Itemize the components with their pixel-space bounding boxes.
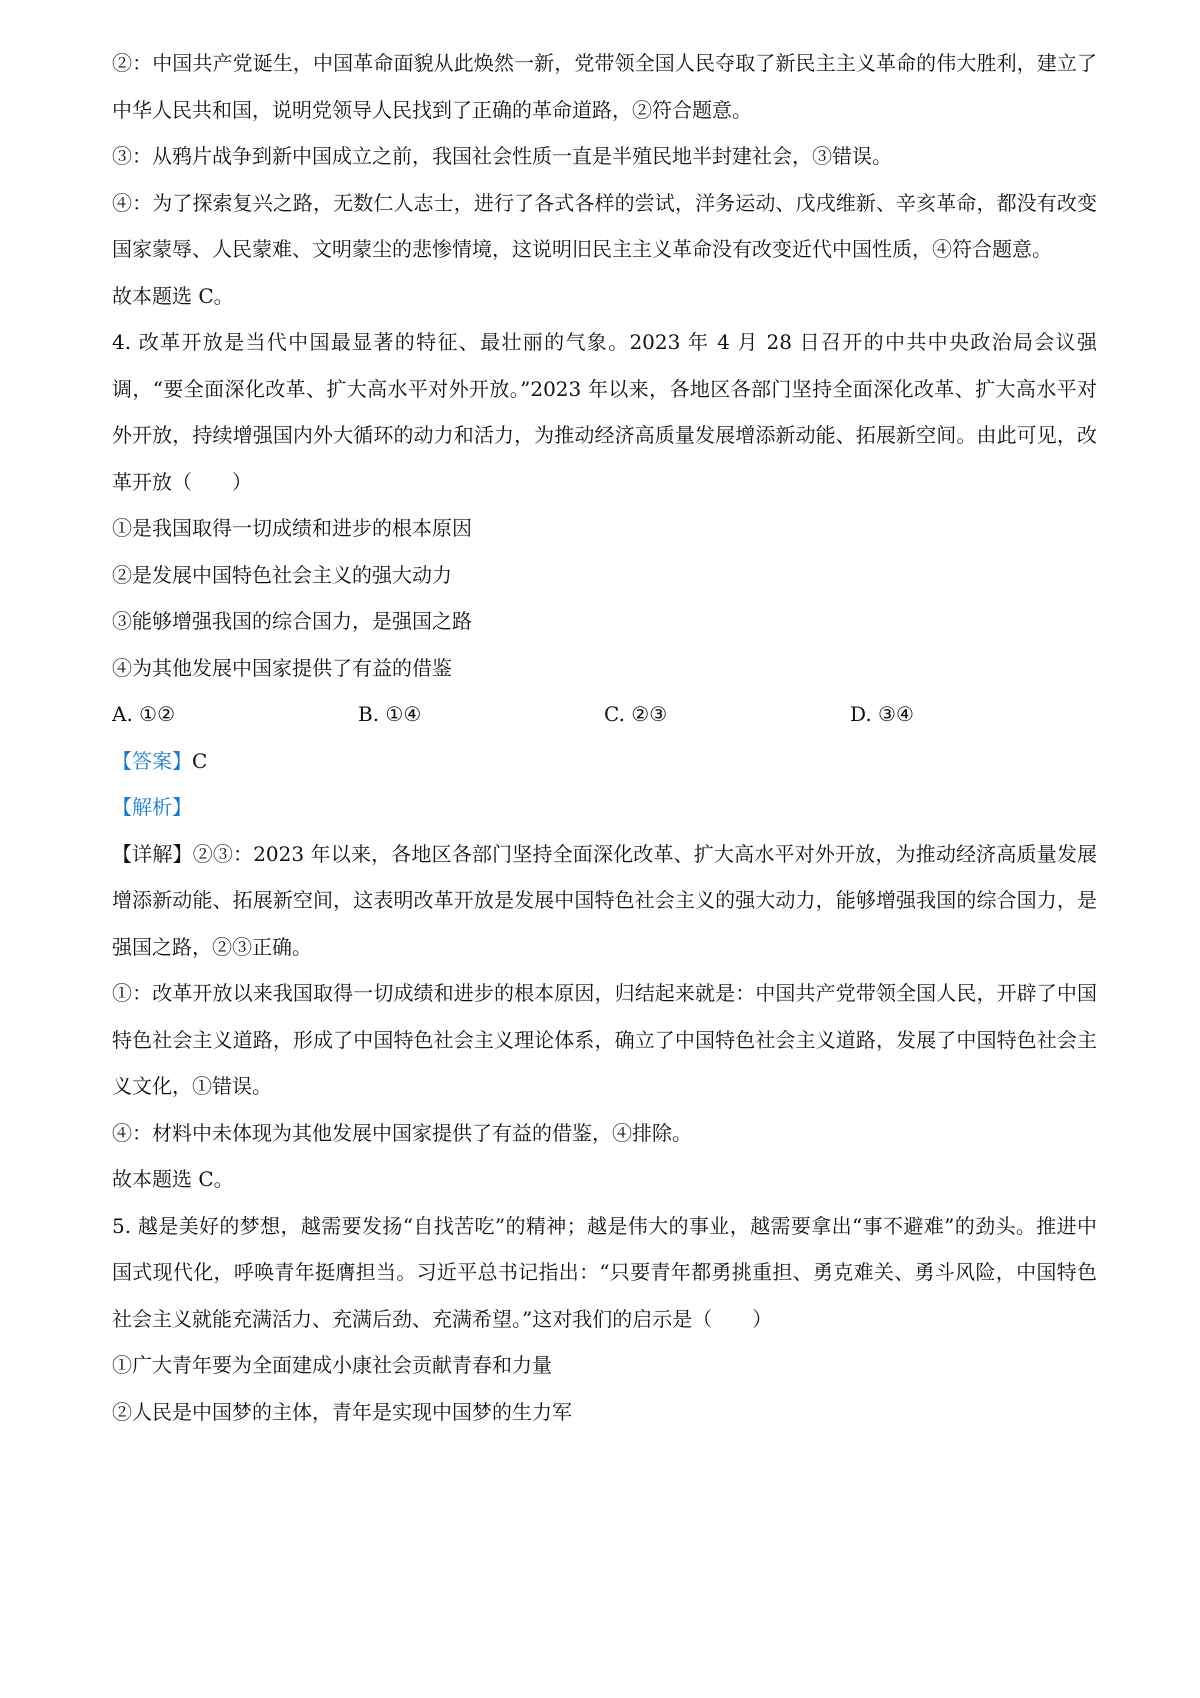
q4-option-c: C. ②③ bbox=[604, 702, 668, 726]
document-content bbox=[112, 40, 1097, 1435]
q4-analysis-item-1: ①：改革开放以来我国取得一切成绩和进步的根本原因，归结起来就是：中国共产党带领全国人民，开辟了中国特色社会主义道路，形成了中国特色社会主义理论体系，确立了中国特色社会主义道路，发展了中国特色社会主义文化，①错误。 bbox=[112, 981, 1097, 1098]
q4-options bbox=[112, 691, 1097, 738]
q5-statement-2: ②人民是中国梦的主体，青年是实现中国梦的生力军 bbox=[112, 1399, 572, 1424]
q4-analysis-heading bbox=[112, 784, 1097, 831]
q4-stem: 4. 改革开放是当代中国最显著的特征、最壮丽的气象。2023 年 4 月 28 日召开的中共中央政治局会议强调，“要全面深化改革、扩大高水平对外开放。”2023 年以来，各地区各部门坚持全面深化改革、扩大高水平对外开放，持续增强国内外大循环的动力和活力，为推动经济高质量发展增添新动能、拓展新空间。由此可见，改革开放（ ） bbox=[112, 330, 1097, 494]
q4-conclusion: 故本题选 C。 bbox=[112, 1167, 234, 1191]
q4-answer bbox=[112, 738, 1097, 785]
q4-statement-3: ③能够增强我国的综合国力，是强国之路 bbox=[112, 609, 472, 633]
answer-label: 【答案】 bbox=[112, 748, 192, 773]
q3-analysis-item-2: ②：中国共产党诞生，中国革命面貌从此焕然一新，党带领全国人民夺取了新民主主义革命的伟大胜利，建立了中华人民共和国，说明党领导人民找到了正确的革命道路，②符合题意。 bbox=[112, 51, 1097, 122]
q5-statement-1: ①广大青年要为全面建成小康社会贡献青春和力量 bbox=[112, 1353, 552, 1377]
detail-text: ②③：2023 年以来，各地区各部门坚持全面深化改革、扩大高水平对外开放，为推动经济高质量发展增添新动能、拓展新空间，这表明改革开放是发展中国特色社会主义的强大动力，能够增强我国的综合国力，是强国之路，②③正确。 bbox=[112, 841, 1098, 959]
q3-analysis-item-3: ③：从鸦片战争到新中国成立之前，我国社会性质一直是半殖民地半封建社会，③错误。 bbox=[112, 144, 892, 168]
analysis-label: 【解析】 bbox=[112, 795, 192, 819]
q4-statement-4: ④为其他发展中国家提供了有益的借鉴 bbox=[112, 655, 452, 680]
q4-analysis-item-4: ④：材料中未体现为其他发展中国家提供了有益的借鉴，④排除。 bbox=[112, 1120, 692, 1145]
q4-statement-1: ①是我国取得一切成绩和进步的根本原因 bbox=[112, 516, 472, 540]
q3-analysis-item-4: ④：为了探索复兴之路，无数仁人志士，进行了各式各样的尝试，洋务运动、戊戌维新、辛亥革命，都没有改变国家蒙辱、人民蒙难、文明蒙尘的悲惨情境，这说明旧民主主义革命没有改变近代中国性质，④符合题意。 bbox=[112, 190, 1097, 261]
q4-option-b: B. ①④ bbox=[358, 702, 422, 726]
answer-value: C bbox=[192, 748, 208, 773]
detail-label: 【详解】 bbox=[112, 841, 193, 866]
q5-stem: 5. 越是美好的梦想，越需要发扬“自找苦吃”的精神；越是伟大的事业，越需要拿出“事不避难”的劲头。推进中国式现代化，呼唤青年挺膺担当。习近平总书记指出：“只要青年都勇挑重担、勇克难关、勇斗风险，中国特色社会主义就能充满活力、充满后劲、充满希望。”这对我们的启示是（ ） bbox=[112, 1213, 1097, 1331]
q4-option-d: D. ③④ bbox=[850, 702, 914, 726]
q3-conclusion: 故本题选 C。 bbox=[112, 283, 234, 308]
q4-detail bbox=[112, 831, 1097, 971]
q4-statement-2: ②是发展中国特色社会主义的强大动力 bbox=[112, 562, 452, 587]
q4-option-a: A. ①② bbox=[112, 702, 176, 726]
